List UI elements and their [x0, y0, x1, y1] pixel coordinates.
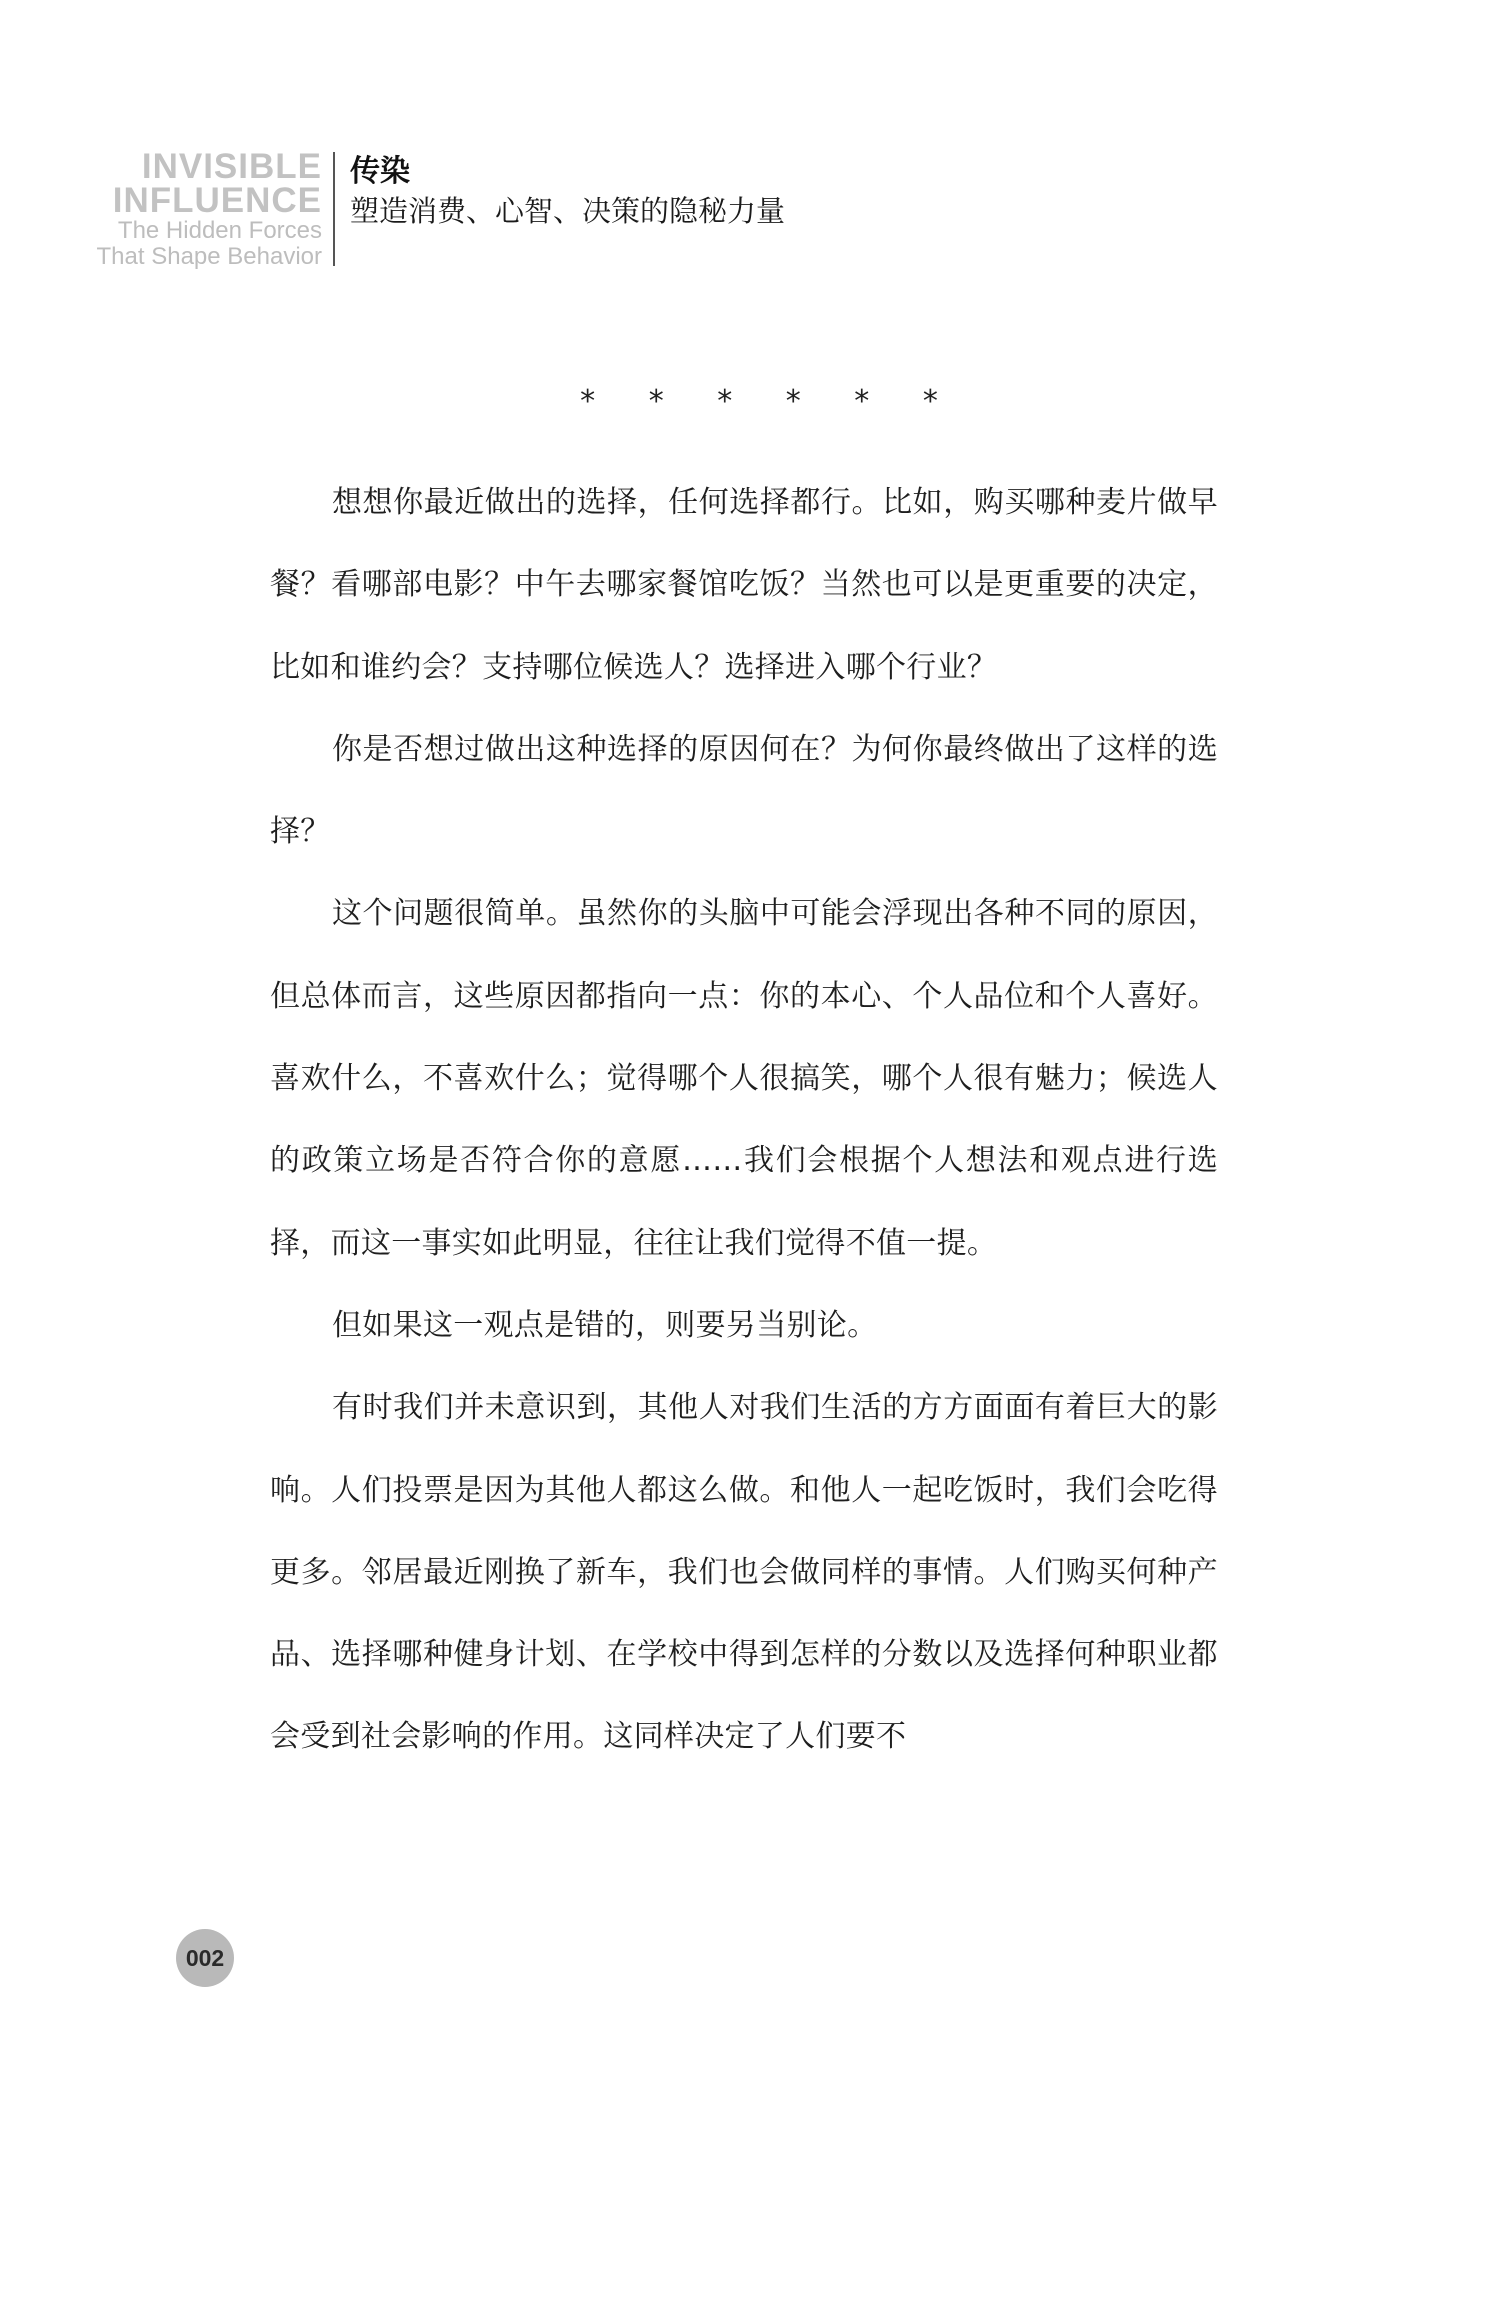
page-number-badge: 002: [176, 1929, 234, 1987]
paragraph-1: 想想你最近做出的选择，任何选择都行。比如，购买哪种麦片做早餐？看哪部电影？中午去哪家餐馆吃饭？当然也可以是更重要的决定，比如和谁约会？支持哪位候选人？选择进入哪个行业？: [270, 485, 1218, 685]
logo-line-invisible: INVISIBLE: [141, 147, 322, 186]
section-break-asterisks: * * * * * *: [580, 384, 960, 419]
body-text: [270, 462, 1218, 1779]
paragraph-4: 但如果这一观点是错的，则要另当别论。: [332, 1307, 878, 1343]
book-title: 传染: [350, 154, 410, 189]
paragraph-3: 这个问题很简单。虽然你的头脑中可能会浮现出各种不同的原因，但总体而言，这些原因都指向一点：你的本心、个人品位和个人喜好。喜欢什么，不喜欢什么；觉得哪个人很搞笑，哪个人很有魅力；候选人的政策立场是否符合你的意愿……我们会根据个人想法和观点进行选择，而这一事实如此明显，往往让我们觉得不值一提。: [270, 896, 1218, 1261]
book-subtitle: 塑造消费、心智、决策的隐秘力量: [350, 194, 786, 228]
logo-line-shape-behavior: That Shape Behavior: [96, 243, 322, 270]
book-logo: [96, 147, 322, 270]
paragraph-2: 你是否想过做出这种选择的原因何在？为何你最终做出了这样的选择？: [270, 731, 1218, 850]
running-head-divider: [333, 152, 335, 266]
paragraph-5: 有时我们并未意识到，其他人对我们生活的方方面面有着巨大的影响。人们投票是因为其他人都这么做。和他人一起吃饭时，我们会吃得更多。邻居最近刚换了新车，我们也会做同样的事情。人们购买何种产品、选择哪种健身计划、在学校中得到怎样的分数以及选择何种职业都会受到社会影响的作用。这同样决定了人们要不: [270, 1390, 1218, 1755]
running-head: [96, 147, 876, 270]
logo-line-influence: INFLUENCE: [112, 181, 322, 220]
logo-line-hidden-forces: The Hidden Forces: [117, 217, 322, 244]
